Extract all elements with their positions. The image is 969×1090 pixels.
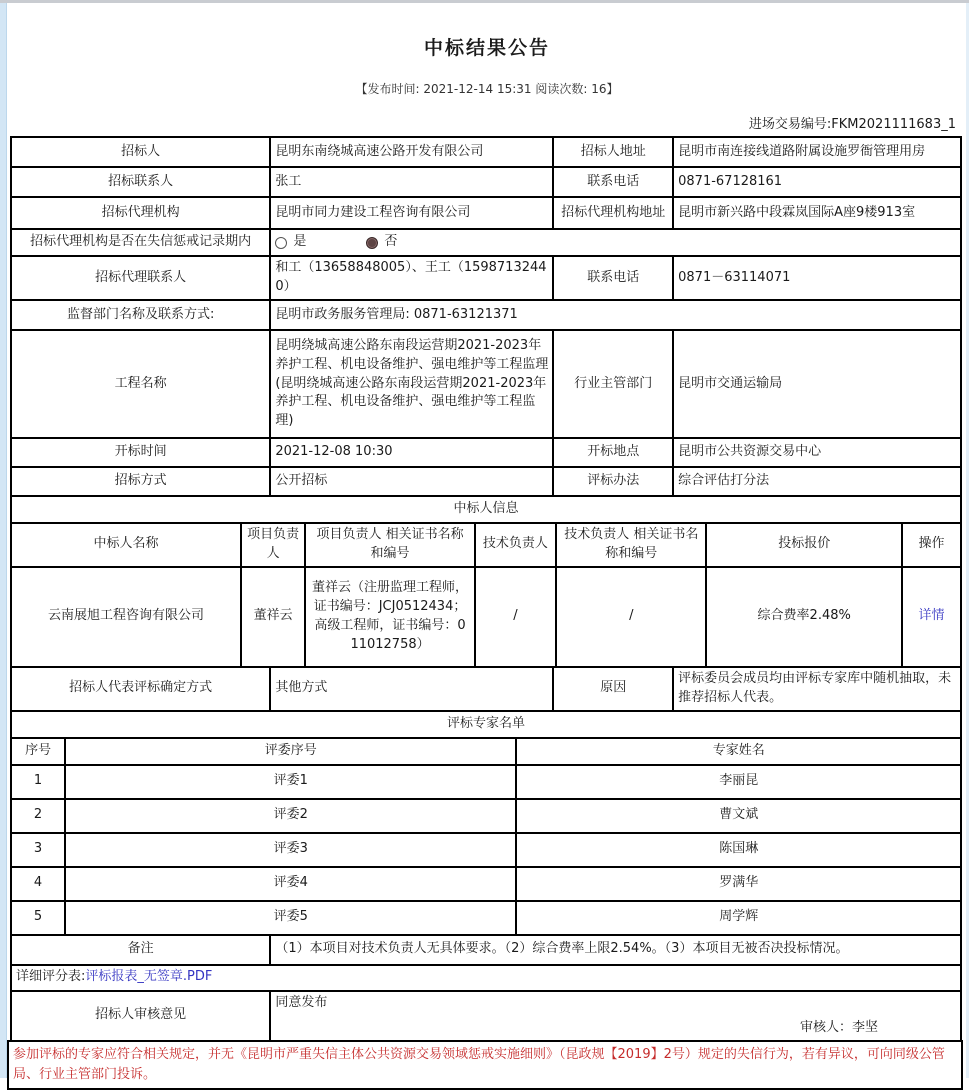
winner-pm-cert: 董祥云（注册监理工程师，证书编号：JCJ0512434；高级工程师，证书编号：011012758）	[305, 567, 474, 667]
judge-no-header: 评委序号	[65, 738, 516, 765]
table-row	[11, 438, 961, 467]
bid-method-label: 招标方式	[11, 467, 270, 496]
expert-row	[11, 867, 961, 901]
expert-judge-no: 评委1	[65, 765, 516, 799]
review-value: 同意发布	[275, 994, 328, 1010]
determine-value: 其他方式	[270, 667, 553, 711]
detail-link[interactable]: 详情	[918, 608, 945, 624]
remark-label: 备注	[11, 935, 270, 965]
winner-section-title: 中标人信息	[11, 496, 961, 523]
general-info-table	[10, 136, 962, 524]
table-row	[11, 667, 961, 711]
open-place-label: 开标地点	[553, 438, 673, 467]
table-row	[11, 229, 961, 256]
bidder-address-label: 招标人地址	[553, 137, 673, 167]
open-place-value: 昆明市公共资源交易中心	[673, 438, 961, 467]
eval-method-value: 综合评估打分法	[673, 467, 961, 496]
tech-cert-header: 技术负责人 相关证书名称和编号	[556, 523, 706, 567]
table-row	[11, 137, 961, 167]
trade-number: 进场交易编号:FKM2021111683_1	[748, 117, 956, 132]
review-label: 招标人审核意见	[11, 991, 270, 1041]
score-sheet-label: 详细评分表:	[16, 969, 86, 985]
page-title: 中标结果公告	[423, 37, 550, 59]
footer-table	[10, 934, 962, 1042]
expert-name: 周学辉	[516, 901, 961, 935]
determine-label: 招标人代表评标确定方式	[11, 667, 270, 711]
winner-name: 云南展旭工程咨询有限公司	[11, 567, 241, 667]
expert-seq: 1	[11, 765, 65, 799]
table-row	[11, 167, 961, 197]
remark-value: （1）本项目对技术负责人无具体要求。（2）综合费率上限2.54%。（3）本项目无被否决投标情况。	[270, 935, 961, 965]
expert-seq: 3	[11, 833, 65, 867]
score-sheet-cell	[11, 965, 961, 991]
section-header-experts	[11, 711, 961, 738]
radio-yes-label: 是	[293, 234, 307, 250]
winner-data-row	[11, 567, 961, 667]
contact-label: 招标联系人	[11, 167, 270, 197]
winner-tech: /	[475, 567, 557, 667]
expert-judge-no: 评委3	[65, 833, 516, 867]
winner-name-header: 中标人名称	[11, 523, 241, 567]
reviewer-name: 审核人：李坚	[799, 1019, 878, 1035]
winner-detail-cell	[902, 567, 961, 667]
bidder-label: 招标人	[11, 137, 270, 167]
agent-contact-value: 和工（13658848005）、王工（15987132440）	[270, 256, 553, 300]
section-header-winner	[11, 496, 961, 523]
agency-label: 招标代理机构	[11, 197, 270, 229]
phone-value: 0871-67128161	[673, 167, 961, 197]
expert-name: 李丽昆	[516, 765, 961, 799]
table-row	[11, 300, 961, 330]
industry-dept-label: 行业主管部门	[553, 330, 673, 438]
experts-section-title: 评标专家名单	[11, 711, 961, 738]
project-name-label: 工程名称	[11, 330, 270, 438]
contact-value: 张工	[270, 167, 553, 197]
open-time-value: 2021-12-08 10:30	[270, 438, 553, 467]
radio-no-selected[interactable]	[366, 237, 378, 249]
industry-dept-value: 昆明市交通运输局	[673, 330, 961, 438]
table-row	[11, 935, 961, 965]
determine-table	[10, 666, 962, 739]
reason-value: 评标委员会成员均由评标专家库中随机抽取，未推荐招标人代表。	[673, 667, 961, 711]
expert-seq: 4	[11, 867, 65, 901]
table-row	[11, 965, 961, 991]
bidder-value: 昆明东南绕城高速公路开发有限公司	[270, 137, 553, 167]
left-scroll-strip	[0, 3, 7, 1078]
reason-label: 原因	[553, 667, 673, 711]
expert-judge-no: 评委2	[65, 799, 516, 833]
radio-yes[interactable]	[275, 237, 287, 249]
phone-label: 联系电话	[553, 167, 673, 197]
project-name-value: 昆明绕城高速公路东南段运营期2021-2023年养护工程、机电设备维护、强电维护等工程监理(昆明绕城高速公路东南段运营期2021-2023年养护工程、机电设备维护、强电维护等工程监理)	[270, 330, 553, 438]
table-row	[11, 330, 961, 438]
credit-notice: 参加评标的专家应符合相关规定，并无《昆明市严重失信主体公共资源交易领域惩戒实施细则》（昆政规【2019】2号）规定的失信行为，若有异议，可向同级公管局、行业主管部门投诉。	[7, 1040, 963, 1090]
supervisor-label: 监督部门名称及联系方式:	[11, 300, 270, 330]
pm-header: 项目负责人	[241, 523, 306, 567]
winner-table	[10, 522, 962, 668]
table-row	[11, 467, 961, 496]
announcement-page	[8, 3, 966, 1090]
winner-pm: 董祥云	[241, 567, 306, 667]
agency-address-label: 招标代理机构地址	[553, 197, 673, 229]
publish-info: 【发布时间: 2021-12-14 15:31 阅读次数: 16】	[355, 82, 619, 96]
agent-contact-label: 招标代理联系人	[11, 256, 270, 300]
expert-name: 曹文斌	[516, 799, 961, 833]
eval-method-label: 评标办法	[553, 467, 673, 496]
score-sheet-pdf-link[interactable]: 评标报表_无签章.PDF	[85, 969, 213, 985]
agency-value: 昆明市同力建设工程咨询有限公司	[270, 197, 553, 229]
expert-row	[11, 765, 961, 799]
price-header: 投标报价	[706, 523, 902, 567]
table-row	[11, 991, 961, 1041]
expert-judge-no: 评委5	[65, 901, 516, 935]
seq-header: 序号	[11, 738, 65, 765]
table-row	[11, 197, 961, 229]
radio-no-label: 否	[384, 234, 398, 250]
tech-header: 技术负责人	[475, 523, 557, 567]
winner-price: 综合费率2.48%	[706, 567, 902, 667]
review-cell	[270, 991, 961, 1041]
expert-row	[11, 833, 961, 867]
bid-method-value: 公开招标	[270, 467, 553, 496]
table-row	[11, 256, 961, 300]
action-header: 操作	[902, 523, 961, 567]
expert-name-header: 专家姓名	[516, 738, 961, 765]
winner-header-row	[11, 523, 961, 567]
agent-phone-label: 联系电话	[553, 256, 673, 300]
expert-row	[11, 901, 961, 935]
experts-table	[10, 737, 962, 936]
bidder-address-value: 昆明市南连接线道路附属设施罗衙管理用房	[673, 137, 961, 167]
expert-judge-no: 评委4	[65, 867, 516, 901]
supervisor-value: 昆明市政务服务管理局: 0871-63121371	[270, 300, 961, 330]
expert-row	[11, 799, 961, 833]
agent-phone-value: 0871－63114071	[673, 256, 961, 300]
open-time-label: 开标时间	[11, 438, 270, 467]
expert-name: 陈国琳	[516, 833, 961, 867]
credit-record-options	[270, 229, 961, 256]
pm-cert-header: 项目负责人 相关证书名称和编号	[305, 523, 474, 567]
winner-tech-cert: /	[556, 567, 706, 667]
agency-address-value: 昆明市新兴路中段霖岚国际A座9楼913室	[673, 197, 961, 229]
experts-header-row	[11, 738, 961, 765]
credit-record-label: 招标代理机构是否在失信惩戒记录期内	[11, 229, 270, 256]
expert-seq: 2	[11, 799, 65, 833]
expert-seq: 5	[11, 901, 65, 935]
expert-name: 罗满华	[516, 867, 961, 901]
